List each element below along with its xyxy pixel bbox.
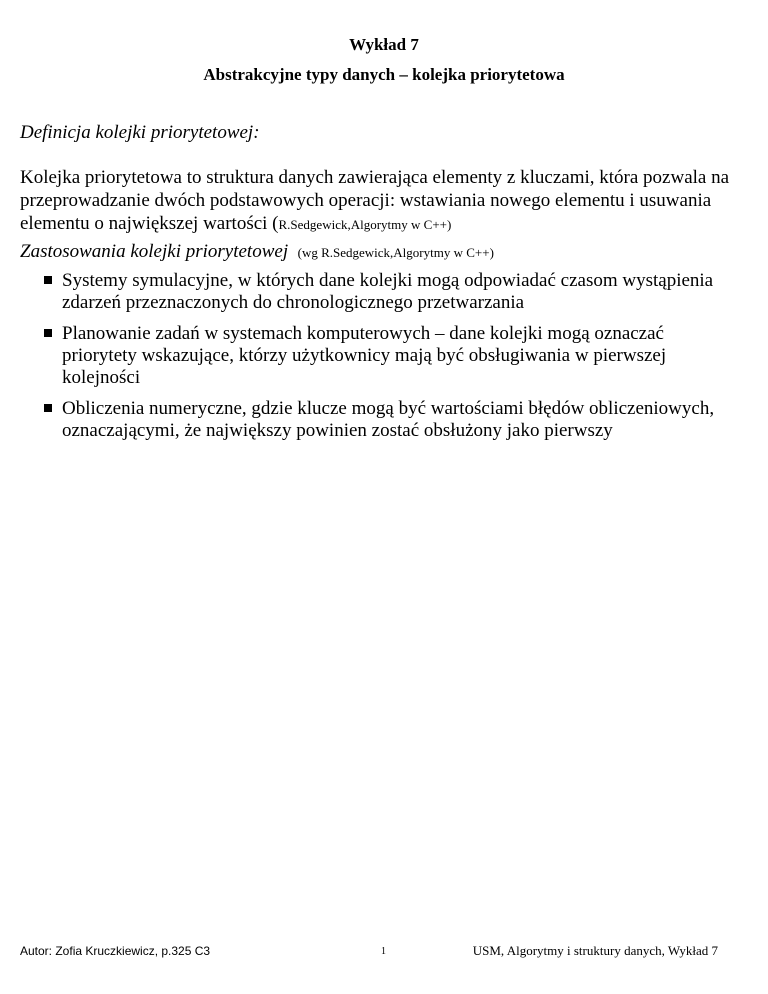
definition-citation: R.Sedgewick,Algorytmy w C++) [278,217,452,232]
list-item [0,398,742,442]
list-item-text: Planowanie zadań w systemach komputerowych – dane kolejki mogą oznaczać priorytety wskazujące, którzy użytkownicy mają być obsługiwania w pierwszej kolejności [62,323,667,388]
definition-paragraph [20,166,740,236]
square-bullet-icon [44,329,52,337]
applications-list [0,270,768,451]
list-item [0,270,742,314]
footer-author: Autor: Zofia Kruczkiewicz, p.325 C3 [20,944,211,958]
square-bullet-icon [44,404,52,412]
list-item-text: Systemy symulacyjne, w których dane kolejki mogą odpowiadać czasom wystąpienia zdarzeń przeznaczonych do chronologicznego przetwarzania [62,270,714,313]
applications-citation: (wg R.Sedgewick,Algorytmy w C++) [297,245,494,260]
definition-text: Kolejka priorytetowa to struktura danych zawierająca elementy z kluczami, która pozwala na przeprowadzanie dwóch podstawowych operacji: wstawiania nowego elementu i usuwania elementu o największej wartości ( [20,167,730,234]
applications-heading-text: Zastosowania kolejki priorytetowej [20,241,289,262]
applications-heading [20,241,494,263]
footer-page-number: 1 [381,946,386,957]
footer-course: USM, Algorytmy i struktury danych, Wykład 7 [472,943,718,958]
page-title: Wykład 7 [349,35,419,54]
page-subtitle: Abstrakcyjne typy danych – kolejka priorytetowa [203,65,565,84]
definition-heading: Definicja kolejki priorytetowej: [20,122,260,143]
list-item-text: Obliczenia numeryczne, gdzie klucze mogą być wartościami błędów obliczeniowych, oznaczającymi, że największy powinien zostać obsłużony jako pierwszy [62,398,715,441]
square-bullet-icon [44,276,52,284]
list-item [0,323,742,389]
